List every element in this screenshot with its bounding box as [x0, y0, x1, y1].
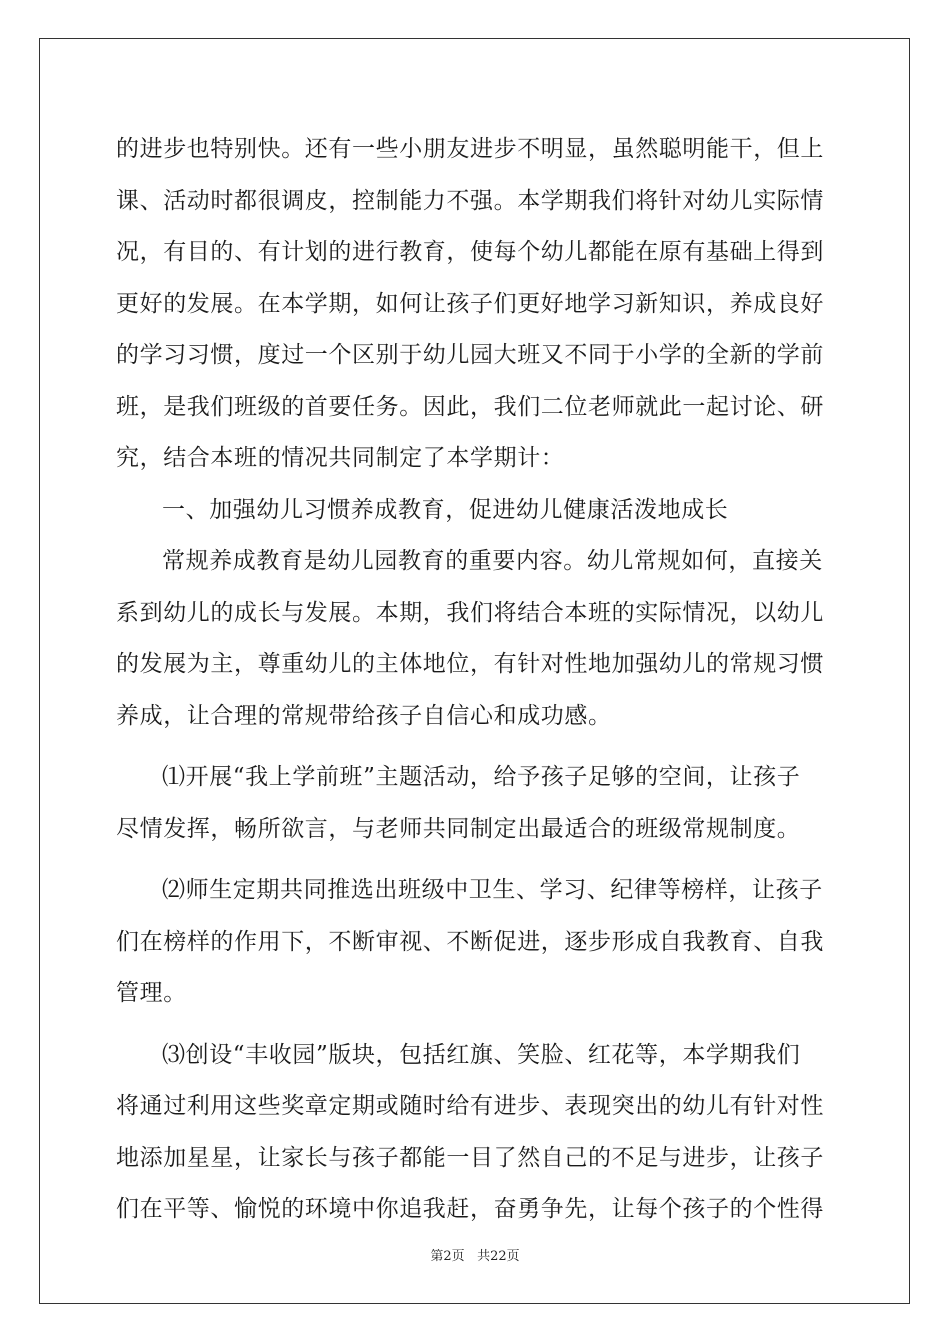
text-line: 课、活动时都很调皮，控制能力不强。本学期我们将针对幼儿实际情 — [116, 187, 824, 214]
text-line: 地添加星星，让家长与孩子都能一目了然自己的不足与进步，让孩子 — [116, 1144, 824, 1171]
text-line: 管理。 — [116, 980, 187, 1006]
text-line: 尽情发挥，畅所欲言，与老师共同制定出最适合的班级常规制度。 — [116, 815, 801, 842]
text-line: 更好的发展。在本学期，如何让孩子们更好地学习新知识，养成良好 — [116, 290, 824, 317]
list-item-3: ⑶创设“丰收园”版块，包括红旗、笑脸、红花等，本学期我们 — [162, 1041, 801, 1068]
page-footer — [0, 1245, 950, 1264]
text-line: 的进步也特别快。还有一些小朋友进步不明显，虽然聪明能干，但上 — [116, 136, 824, 162]
list-item-1: ⑴开展“我上学前班”主题活动，给予孩子足够的空间，让孩子 — [162, 764, 801, 790]
text-line: 将通过利用这些奖章定期或随时给有进步、表现突出的幼儿有针对性 — [116, 1093, 824, 1119]
document-body — [116, 124, 836, 1236]
text-line: 究，结合本班的情况共同制定了本学期计： — [116, 445, 565, 471]
text-line: 养成，让合理的常规带给孩子自信心和成功感。 — [116, 702, 612, 729]
text-line: 们在榜样的作用下，不断审视、不断促进，逐步形成自我教育、自我 — [116, 928, 824, 955]
text-line: 的发展为主，尊重幼儿的主体地位，有针对性地加强幼儿的常规习惯 — [116, 651, 824, 677]
text-line: 的学习习惯，度过一个区别于幼儿园大班又不同于小学的全新的学前 — [116, 342, 824, 368]
text-line: 系到幼儿的成长与发展。本期，我们将结合本班的实际情况，以幼儿 — [116, 599, 824, 626]
text-line: 常规养成教育是幼儿园教育的重要内容。幼儿常规如何，直接关 — [162, 548, 823, 574]
page-total: 共22页 — [477, 1249, 520, 1264]
text-line: 班，是我们班级的首要任务。因此，我们二位老师就此一起讨论、研 — [116, 393, 824, 420]
text-line: 们在平等、愉悦的环境中你追我赶，奋勇争先，让每个孩子的个性得 — [116, 1196, 824, 1222]
list-item-2: ⑵师生定期共同推选出班级中卫生、学习、纪律等榜样，让孩子 — [162, 877, 823, 903]
section-heading: 一、加强幼儿习惯养成教育，促进幼儿健康活泼地成长 — [162, 496, 729, 523]
text-line: 况，有目的、有计划的进行教育，使每个幼儿都能在原有基础上得到 — [116, 239, 824, 265]
page-number: 第2页 — [430, 1249, 465, 1264]
